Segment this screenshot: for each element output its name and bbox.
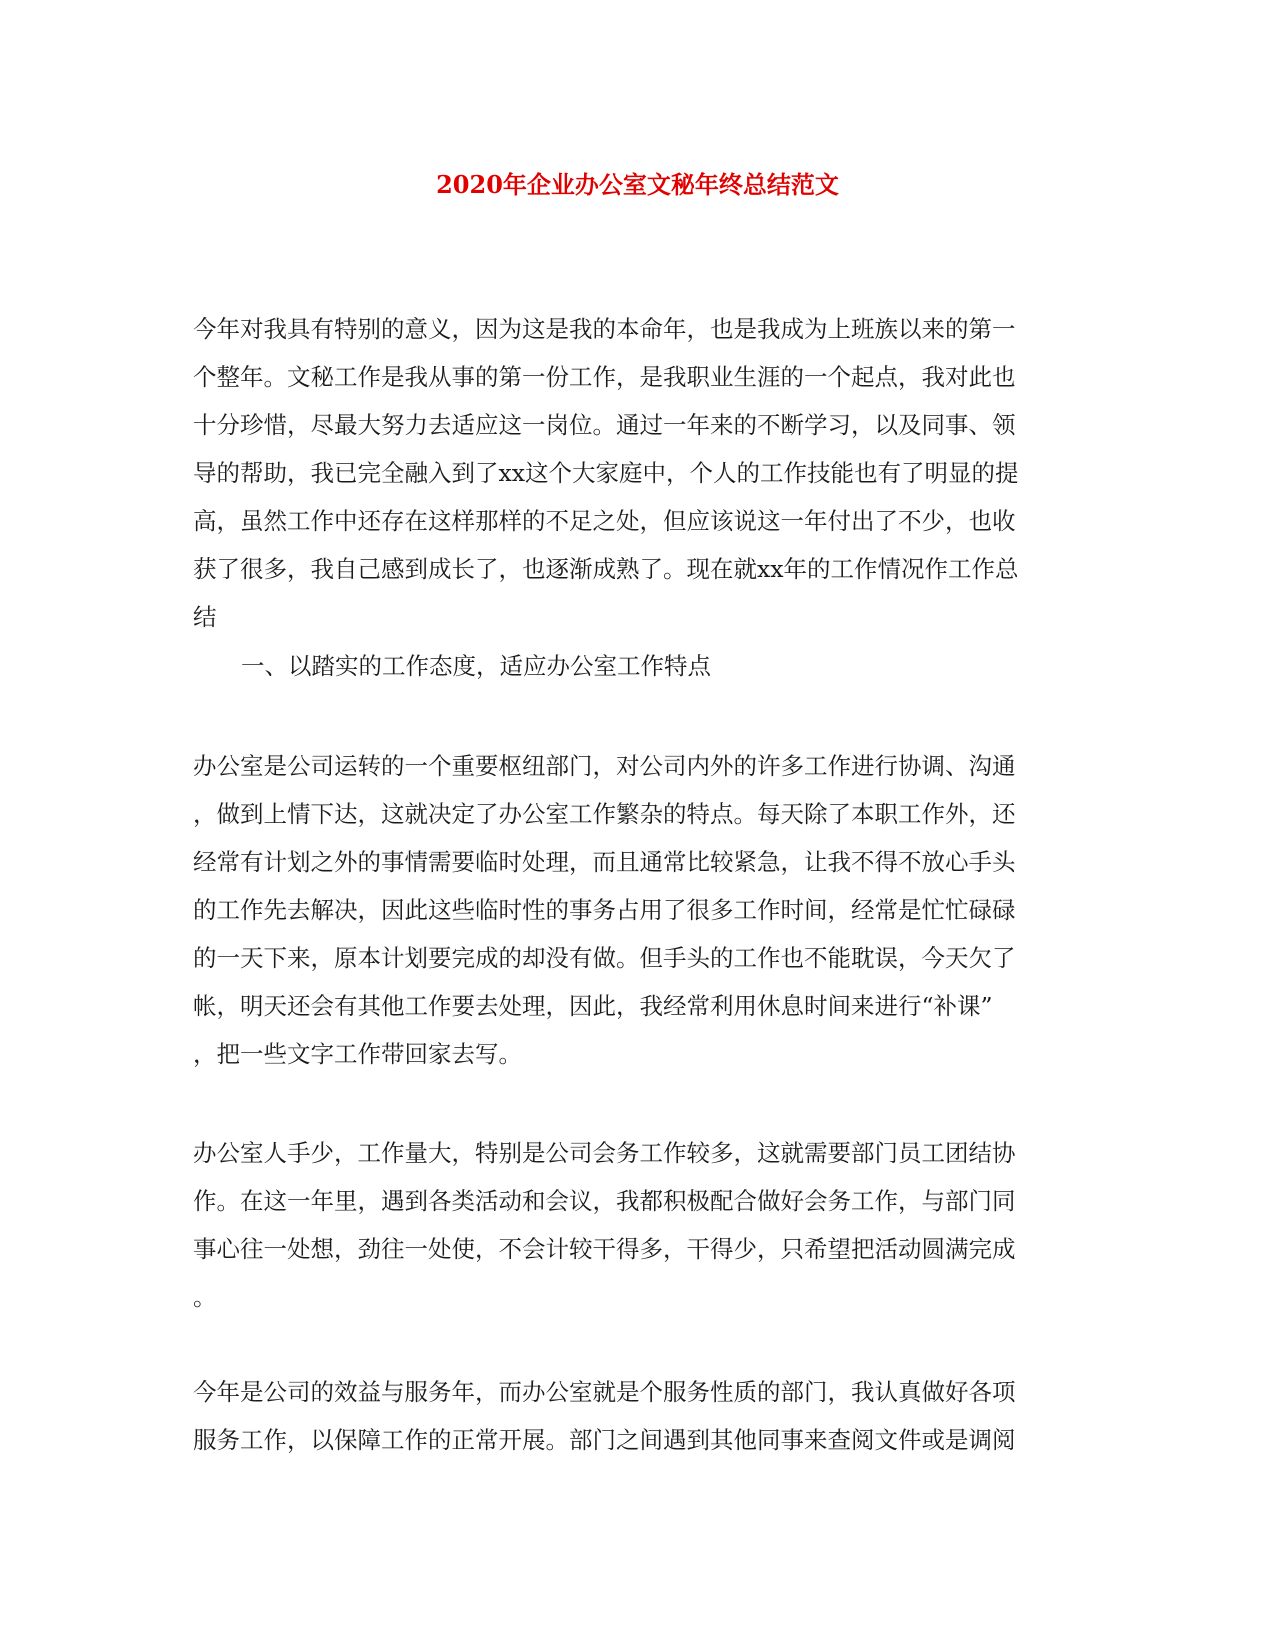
paragraph-line: 今年是公司的效益与服务年，而办公室就是个服务性质的部门，我认真做好各项 bbox=[193, 1378, 1016, 1406]
paragraph-line: 经常有计划之外的事情需要临时处理，而且通常比较紧急，让我不得不放心手头 bbox=[193, 848, 1016, 876]
paragraph-line: 作。在这一年里，遇到各类活动和会议，我都积极配合做好会务工作，与部门同 bbox=[193, 1187, 1016, 1215]
paragraph-line: ，做到上情下达，这就决定了办公室工作繁杂的特点。每天除了本职工作外，还 bbox=[193, 800, 1016, 828]
paragraph-line: 的工作先去解决，因此这些临时性的事务占用了很多工作时间，经常是忙忙碌碌 bbox=[193, 896, 1016, 924]
paragraph-line: 办公室是公司运转的一个重要枢纽部门，对公司内外的许多工作进行协调、沟通 bbox=[193, 752, 1016, 780]
paragraph-1 bbox=[193, 305, 1019, 641]
paragraph-line: 今年对我具有特别的意义，因为这是我的本命年，也是我成为上班族以来的第一 bbox=[193, 315, 1016, 343]
paragraph-line: 办公室人手少，工作量大，特别是公司会务工作较多，这就需要部门员工团结协 bbox=[193, 1139, 1016, 1167]
section-heading-text: 一、以踏实的工作态度，适应办公室工作特点 bbox=[241, 652, 711, 680]
paragraph-2 bbox=[193, 742, 1016, 1078]
paragraph-line: 的一天下来，原本计划要完成的却没有做。但手头的工作也不能耽误，今天欠了 bbox=[193, 944, 1016, 972]
paragraph-line: 。 bbox=[193, 1283, 217, 1311]
section-heading-1 bbox=[241, 642, 711, 690]
paragraph-line: 高，虽然工作中还存在这样那样的不足之处，但应该说这一年付出了不少，也收 bbox=[193, 507, 1016, 535]
paragraph-line: 服务工作，以保障工作的正常开展。部门之间遇到其他同事来查阅文件或是调阅 bbox=[193, 1426, 1016, 1454]
paragraph-line: 十分珍惜，尽最大努力去适应这一岗位。通过一年来的不断学习，以及同事、领 bbox=[193, 411, 1016, 439]
document-title: 2020年企业办公室文秘年终总结范文 bbox=[436, 170, 839, 199]
paragraph-line: ，把一些文字工作带回家去写。 bbox=[193, 1040, 522, 1068]
paragraph-3 bbox=[193, 1129, 1016, 1321]
paragraph-line: 个整年。文秘工作是我从事的第一份工作，是我职业生涯的一个起点，我对此也 bbox=[193, 363, 1016, 391]
paragraph-line: 帐，明天还会有其他工作要去处理，因此，我经常利用休息时间来进行“补课” bbox=[193, 992, 993, 1020]
paragraph-line: 导的帮助，我已完全融入到了xx这个大家庭中，个人的工作技能也有了明显的提 bbox=[193, 459, 1019, 487]
paragraph-line: 结 bbox=[193, 603, 217, 631]
paragraph-line: 获了很多，我自己感到成长了，也逐渐成熟了。现在就xx年的工作情况作工作总 bbox=[193, 555, 1019, 583]
paragraph-line: 事心往一处想，劲往一处使，不会计较干得多，干得少，只希望把活动圆满完成 bbox=[193, 1235, 1016, 1263]
paragraph-4 bbox=[193, 1368, 1016, 1464]
